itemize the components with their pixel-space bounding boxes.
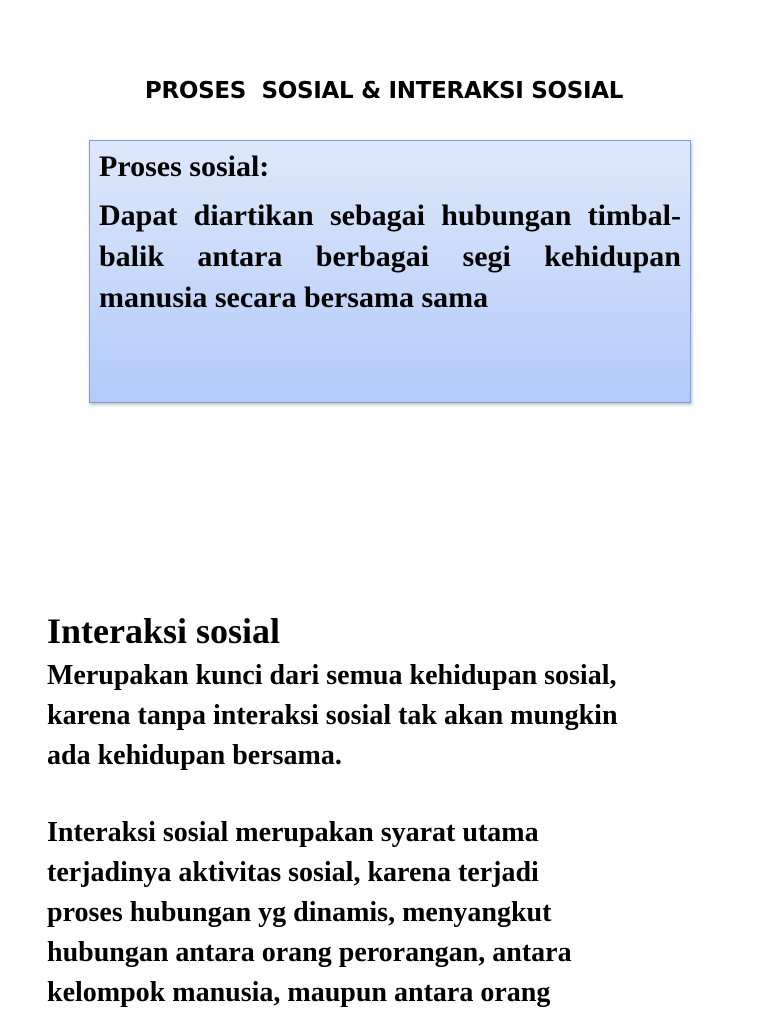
paragraph-line: ada kehidupan bersama.: [47, 740, 342, 771]
paragraph-line: hubungan antara orang perorangan, antara: [47, 937, 572, 968]
definition-text: Dapat diartikan sebagai hubungan timbal-balik antara berbagai segi kehidupan manusia secara bersama sama: [99, 199, 681, 314]
paragraph-line: kelompok manusia, maupun antara orang: [47, 977, 551, 1008]
definition-box: [89, 140, 691, 403]
definition-heading: Proses sosial:: [99, 150, 270, 183]
paragraph-line: proses hubungan yg dinamis, menyangkut: [47, 897, 552, 928]
paragraph-line: Merupakan kunci dari semua kehidupan sosial,: [47, 660, 617, 691]
paragraph-line: karena tanpa interaksi sosial tak akan mungkin: [47, 700, 618, 731]
interaction-paragraph-2: [47, 813, 737, 1013]
interaction-paragraph-1: [47, 656, 737, 776]
slide-title: PROSES SOSIAL & INTERAKSI SOSIAL: [144, 78, 624, 104]
interaction-heading: Interaksi sosial: [47, 611, 281, 651]
paragraph-line: Interaksi sosial merupakan syarat utama: [47, 817, 539, 848]
paragraph-line: terjadinya aktivitas sosial, karena terjadi: [47, 857, 539, 888]
